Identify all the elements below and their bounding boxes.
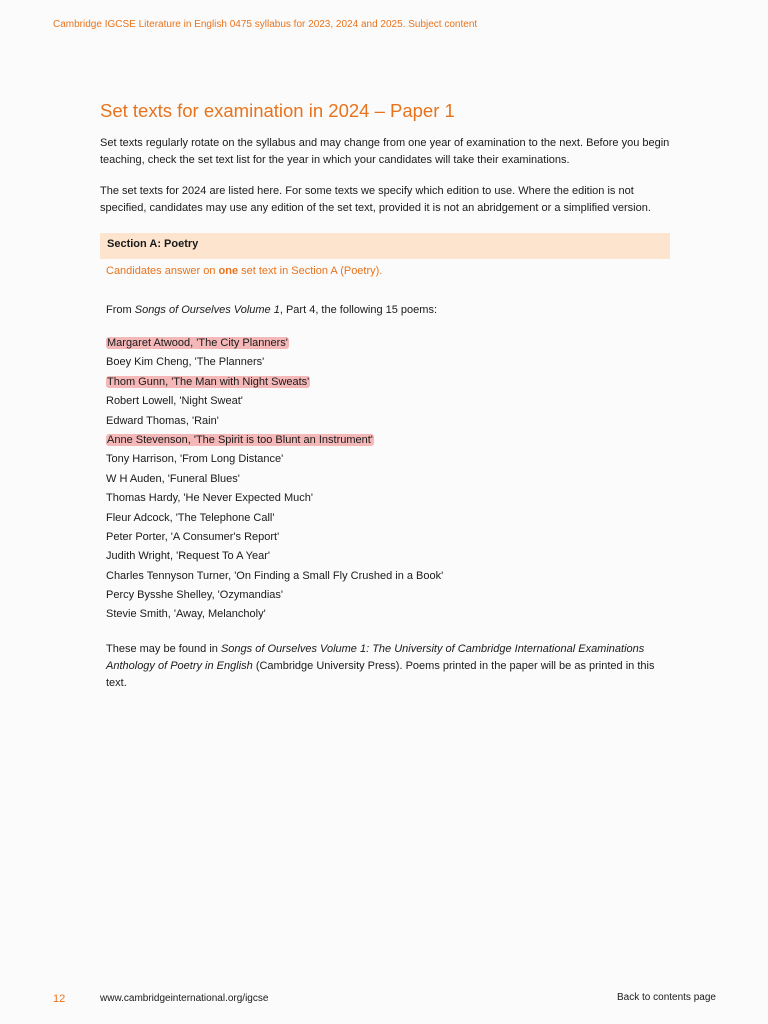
poem-title: Robert Lowell, 'Night Sweat': [106, 395, 243, 408]
source-paragraph: [106, 641, 672, 692]
edition-paragraph: The set texts for 2024 are listed here. For some texts we specify which edition to use. Where the edition is not specified, candidates may use any edition of the set text, provided it is not an abridgement or a simplified version.: [100, 185, 651, 214]
page-title: Set texts for examination in 2024 – Paper 1: [100, 100, 455, 121]
poem-title: Judith Wright, 'Request To A Year': [106, 550, 271, 563]
footer-url-link[interactable]: www.cambridgeinternational.org/igcse: [100, 993, 269, 1004]
poem-list-item: [106, 586, 443, 605]
poem-list-item: [106, 334, 443, 353]
running-header: Cambridge IGCSE Literature in English 0475 syllabus for 2023, 2024 and 2025. Subject content: [53, 19, 478, 30]
from-line-start: From: [106, 304, 135, 316]
section-instruction: [106, 265, 382, 277]
poem-list-item: [106, 605, 443, 624]
poem-list-item: [106, 547, 443, 566]
poem-title: Tony Harrison, 'From Long Distance': [106, 453, 284, 466]
instruction-emphasis: one: [218, 265, 239, 277]
poem-source-line: [106, 304, 437, 316]
poem-title: Fleur Adcock, 'The Telephone Call': [106, 511, 275, 524]
poem-title: Stevie Smith, 'Away, Melancholy': [106, 608, 266, 621]
poem-list-item: [106, 353, 443, 372]
poem-list-item: [106, 392, 443, 411]
poem-list-item: [106, 412, 443, 431]
poem-title: Peter Porter, 'A Consumer's Report': [106, 530, 280, 543]
poem-list-item: [106, 373, 443, 392]
page-number: 12: [53, 993, 66, 1005]
poem-title: W H Auden, 'Funeral Blues': [106, 472, 240, 485]
section-heading: Section A: Poetry: [107, 238, 199, 250]
poem-title: Percy Bysshe Shelley, 'Ozymandias': [106, 589, 284, 602]
source-text-end: (Cambridge University Press). Poems printed in the paper will be as printed in this text.: [106, 660, 655, 689]
highlighted-poem-title: Margaret Atwood, 'The City Planners': [107, 337, 288, 349]
poem-list-item: [106, 509, 443, 528]
poem-list-item: [106, 470, 443, 489]
poem-title: Charles Tennyson Turner, 'On Finding a Small Fly Crushed in a Book': [106, 569, 444, 582]
source-book-title: Songs of Ourselves Volume 1: The University of Cambridge International Examinations Anthology of Poetry in English: [106, 643, 645, 672]
from-line-end: , Part 4, the following 15 poems:: [279, 304, 438, 316]
poem-list-item: [106, 431, 443, 450]
poem-list-item: [106, 528, 443, 547]
poem-title: Boey Kim Cheng, 'The Planners': [106, 356, 265, 369]
poem-list: [106, 334, 443, 625]
instruction-text-end: set text in Section A (Poetry).: [238, 265, 383, 277]
poem-list-item: [106, 450, 443, 469]
poem-list-item: [106, 489, 443, 508]
anthology-title: Songs of Ourselves Volume 1: [134, 304, 280, 316]
instruction-text-start: Candidates answer on: [106, 265, 219, 277]
section-heading-band: [100, 233, 670, 259]
poem-title: Thomas Hardy, 'He Never Expected Much': [106, 492, 313, 505]
poem-list-item: [106, 567, 443, 586]
back-to-contents-link[interactable]: Back to contents page: [617, 992, 716, 1003]
poem-title: Edward Thomas, 'Rain': [106, 414, 219, 427]
intro-paragraph: Set texts regularly rotate on the syllabus and may change from one year of examination to the next. Before you begin teaching, check the set text list for the year in which your candidates will take their examinations.: [100, 137, 670, 166]
highlighted-poem-title: Thom Gunn, 'The Man with Night Sweats': [107, 375, 310, 388]
source-text-start: These may be found in: [106, 643, 221, 655]
highlighted-poem-title: Anne Stevenson, 'The Spirit is too Blunt an Instrument': [107, 433, 373, 446]
